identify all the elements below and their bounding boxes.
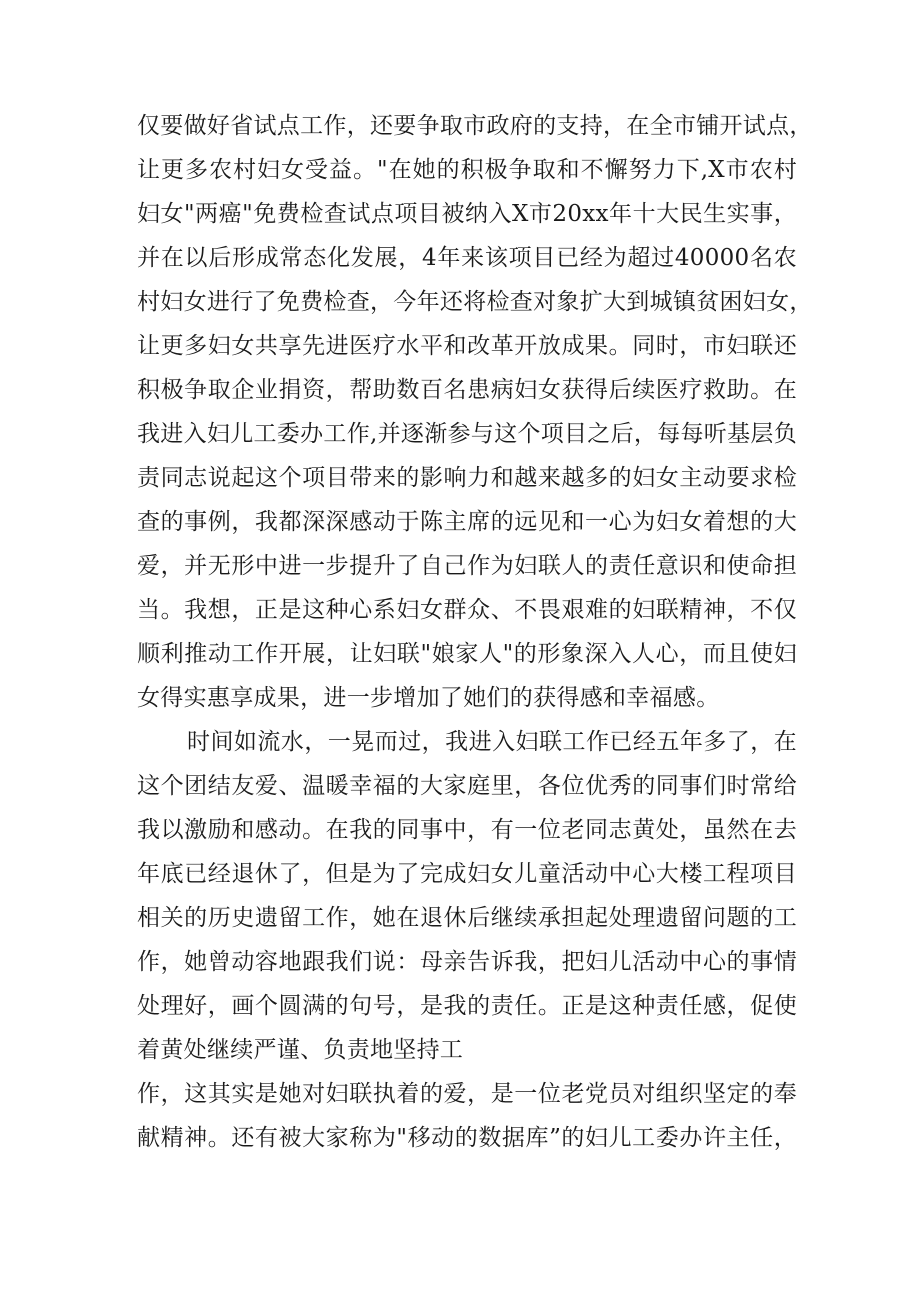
text-line: 年底已经退休了，但是为了完成妇女儿童活动中心大楼工程项目 xyxy=(137,861,797,887)
text-line: 相关的历史遗留工作，她在退休后继续承担起处理遗留问题的工 xyxy=(137,905,797,931)
text-line: 我进入妇儿工委办工作,并逐渐参与这个项目之后，每每听基层负 xyxy=(137,421,798,447)
text-line: 献精神。还有被大家称为"移动的数据库”的妇儿工委办许主任， xyxy=(137,1125,797,1151)
body-text xyxy=(137,104,813,1160)
text-line: 并在以后形成常态化发展，4年来该项目已经为超过40000名农 xyxy=(137,245,797,271)
text-line: 让更多妇女共享先进医疗水平和改革开放成果。同时，市妇联还 xyxy=(137,333,797,359)
text-line: 村妇女进行了免费检查，今年还将检查对象扩大到城镇贫困妇女， xyxy=(137,289,813,315)
text-line: 作，这其实是她对妇联执着的爱，是一位老党员对组织坚定的奉 xyxy=(137,1081,797,1107)
text-line: 责同志说起这个项目带来的影响力和越来越多的妇女主动要求检 xyxy=(137,465,797,491)
text-line: 着黄处继续严谨、负责地坚持工 xyxy=(137,1037,464,1063)
text-line: 查的事例，我都深深感动于陈主席的远见和一心为妇女着想的大 xyxy=(137,509,797,535)
text-line: 顺利推动工作开展，让妇联"娘家人"的形象深入人心，而且使妇 xyxy=(137,641,797,667)
text-line: 女得实惠享成果，进一步增加了她们的获得感和幸福感。 xyxy=(137,685,720,711)
text-line: 这个团结友爱、温暖幸福的大家庭里，各位优秀的同事们时常给 xyxy=(137,773,797,799)
text-line: 积极争取企业捐资，帮助数百名患病妇女获得后续医疗救助。在 xyxy=(137,377,797,403)
text-line: 我以激励和感动。在我的同事中，有一位老同志黄处，虽然在去 xyxy=(137,817,797,843)
text-line: 作，她曾动容地跟我们说：母亲告诉我，把妇儿活动中心的事情 xyxy=(137,949,797,975)
text-line: 让更多农村妇女受益。"在她的积极争取和不懈努力下,X市农村 xyxy=(137,157,797,183)
text-line: 妇女"两癌"免费检查试点项目被纳入X市20xx年十大民生实事， xyxy=(137,201,797,227)
text-line: 爱，并无形中进一步提升了自己作为妇联人的责任意识和使命担 xyxy=(137,553,797,579)
text-line: 仅要做好省试点工作，还要争取市政府的支持，在全市铺开试点， xyxy=(137,113,813,139)
text-line: 当。我想，正是这种心系妇女群众、不畏艰难的妇联精神，不仅 xyxy=(137,597,797,623)
text-line: 处理好，画个圆满的句号，是我的责任。正是这种责任感，促使 xyxy=(137,993,797,1019)
text-line: 时间如流水，一晃而过，我进入妇联工作已经五年多了，在 xyxy=(187,729,797,755)
